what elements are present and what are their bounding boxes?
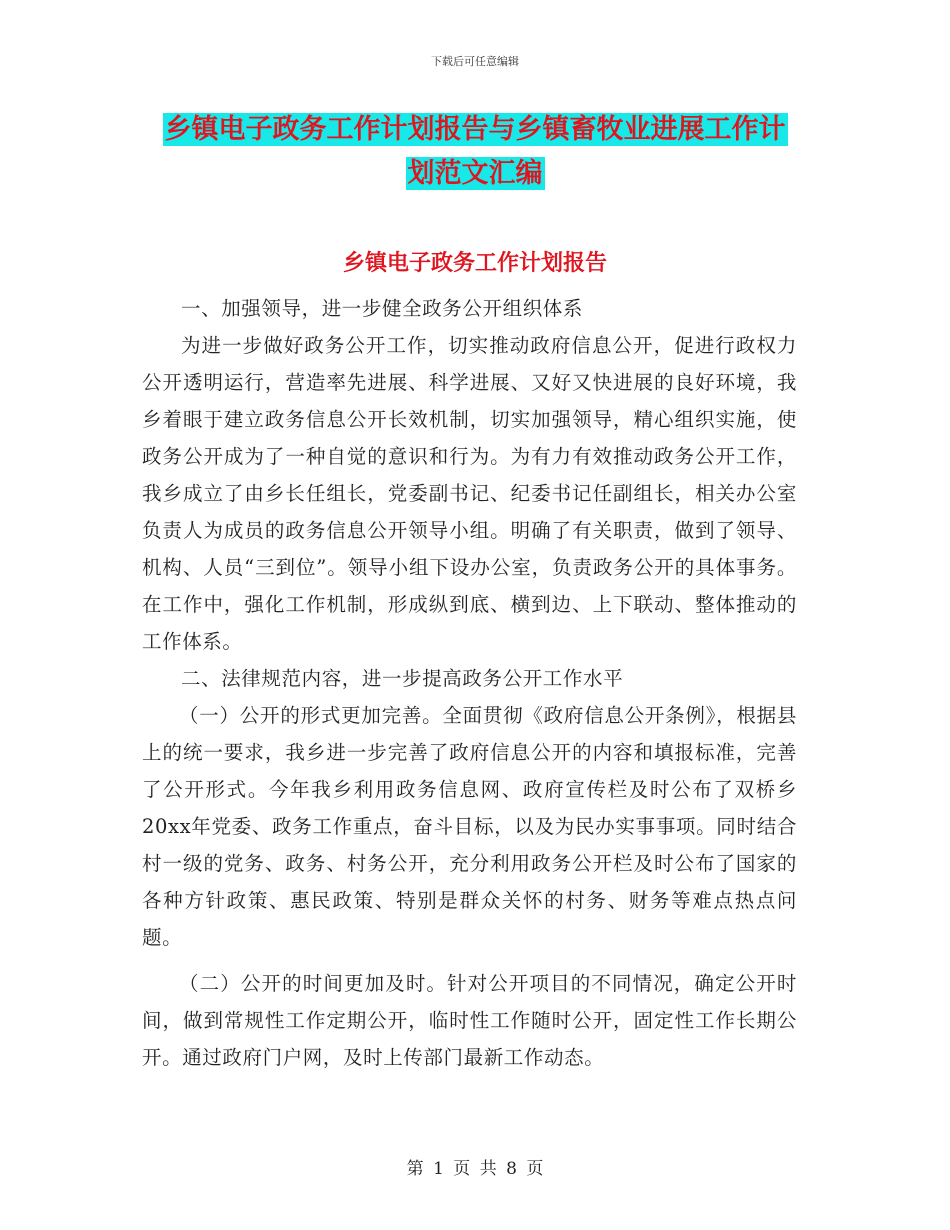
heading-1: 一、加强领导，进一步健全政务公开组织体系	[181, 297, 584, 320]
paragraph: 为进一步做好政务公开工作，切实推动政府信息公开，促进行政权力公开透明运行，营造率先进展、科学进展、又好又快进展的良好环境，我乡着眼于建立政务信息公开长效机制，切实加强领导，精心组织实施，使政务公开成为了一种自觉的意识和行为。为有力有效推动政务公开工作，我乡成立了由乡长任组长，党委副书记、纪委书记任副组长，相关办公室负责人为成员的政务信息公开领导小组。明确了有关职责，做到了领导、机构、人员“三到位”。领导小组下设办公室，负责政务公开的具体事务。在工作中，强化工作机制，形成纵到底、横到边、上下联动、整体推动的工作体系。	[142, 334, 797, 653]
paragraph: （二）公开的时间更加及时。针对公开项目的不同情况，确定公开时间，做到常规性工作定期公开，临时性工作随时公开，固定性工作长期公开。通过政府门户网，及时上传部门最新工作动态。	[142, 972, 797, 1069]
page-footer: 第 1 页 共 8 页	[406, 1159, 544, 1179]
document-title-line-1: 乡镇电子政务工作计划报告与乡镇畜牧业进展工作计	[164, 114, 786, 145]
document-body	[142, 290, 797, 1076]
heading-2: 二、法律规范内容，进一步提高政务公开工作水平	[181, 667, 624, 690]
paragraph: （一）公开的形式更加完善。全面贯彻《政府信息公开条例》，根据县上的统一要求，我乡进一步完善了政府信息公开的内容和填报标准，完善了公开形式。今年我乡利用政务信息网、政府宣传栏及时公布了双桥乡20xx年党委、政务工作重点，奋斗目标，以及为民办实事事项。同时结合村一级的党务、政务、村务公开，充分利用政务公开栏及时公布了国家的各种方针政策、惠民政策、特别是群众关怀的村务、财务等难点热点问题。	[142, 704, 797, 949]
document-title	[140, 108, 810, 196]
document-title-line-2: 划范文汇编	[407, 158, 543, 189]
header-note: 下载后可任意编辑	[431, 55, 519, 68]
section-title: 乡镇电子政务工作计划报告	[342, 251, 607, 276]
